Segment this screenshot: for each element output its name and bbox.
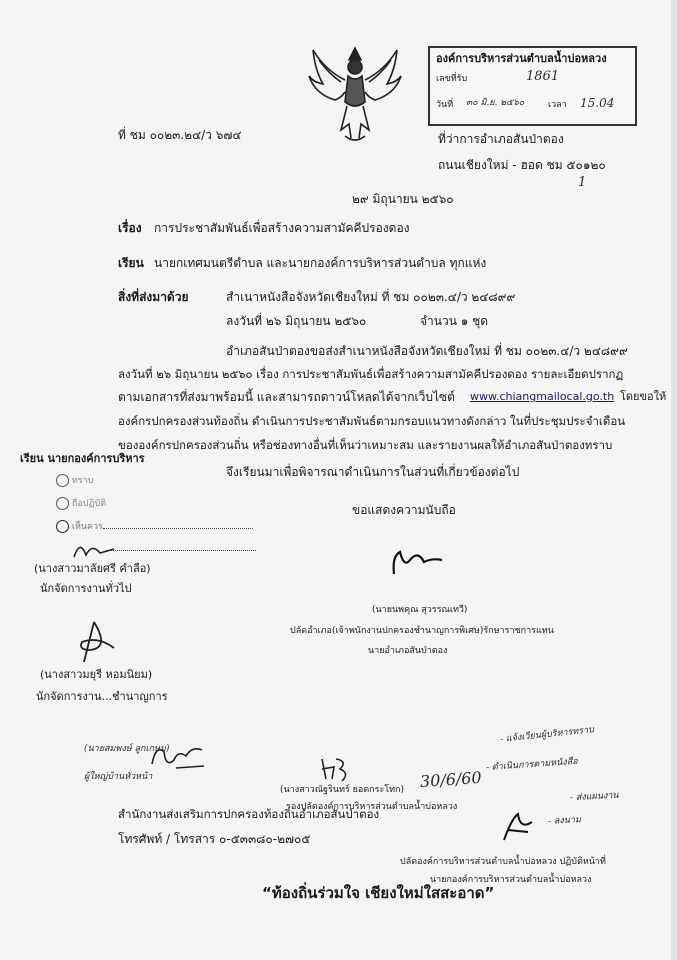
enclosure-qty: จำนวน ๑ ชุด <box>420 314 489 328</box>
para-line1: อำเภอสันป่าตองขอส่งสำเนาหนังสือจังหวัดเชียงใหม่ ที่ ชม ๐๐๒๓.๔/ว ๒๔๘๙๙ <box>226 344 628 358</box>
website-link[interactable]: www.chiangmailocal.go.th <box>470 390 615 403</box>
section-name: สำนักงานส่งเสริมการปกครองท้องถิ่นอำเภอสันป่าตอง <box>118 807 380 821</box>
garuda-emblem-icon <box>305 40 405 150</box>
memo-dots <box>106 544 256 555</box>
to-label: เรียน <box>118 256 144 270</box>
enclosure-line1: สำเนาหนังสือจังหวัดเชียงใหม่ ที่ ชม ๐๐๒๓.๔/ว ๒๔๘๙๙ <box>226 290 516 304</box>
memo-signature4 <box>318 755 352 783</box>
memo-pos1: นักจัดการงานทั่วไป <box>40 582 132 595</box>
memo-opt3 <box>56 520 253 533</box>
memo-to: เรียน นายกองค์การบริหาร <box>20 452 145 465</box>
signer-title1: ปลัดอำเภอ(เจ้าพนักงานปกครองชำนาญการพิเศษ)รักษาราชการแทน <box>290 626 554 636</box>
stamp-date-label: วันที่ <box>436 100 454 110</box>
handwritten-date: 30/6/60 <box>419 767 483 792</box>
signer-signature <box>388 540 448 580</box>
subject-label: เรื่อง <box>118 221 142 235</box>
paper-edge <box>671 0 677 960</box>
memo-name1: (นางสาวมาลัยศรี คำลือ) <box>34 562 151 575</box>
para-line5: ขององค์กรปกครองส่วนถิ่น หรือช่องทางอื่นที่เห็นว่าเหมาะสม และรายงานผลให้อำเภอสันป่าตองทราบ <box>118 438 613 452</box>
corner-mark: 1 <box>578 175 587 190</box>
memo-signature1 <box>70 535 120 563</box>
memo-pos2: นักจัดการงาน...ชำนาญการ <box>36 690 168 703</box>
para-line3b: โดยขอให้ <box>620 390 667 403</box>
subject-text: การประชาสัมพันธ์เพื่อสร้างความสามัคคีปรองดอง <box>154 221 410 235</box>
office-name: ที่ว่าการอำเภอสันป่าตอง <box>438 132 564 146</box>
deputy-title: ปลัดองค์การบริหารส่วนตำบลน้ำบ่อหลวง ปฏิบัติหน้าที่ <box>400 857 606 867</box>
stamp-receipt-label: เลขที่รับ <box>436 74 468 84</box>
handwritten-note3: - ส่งแผนงาน <box>569 790 619 804</box>
para-line6: จึงเรียนมาเพื่อพิจารณาดำเนินการในส่วนที่เกี่ยวข้องต่อไป <box>226 465 520 479</box>
para-line4: องค์กรปกครองส่วนท้องถิ่น ดำเนินการประชาสัมพันธ์ตามกรอบแนวทางดังกล่าว ในที่ประชุมประจำเดือน <box>118 414 626 428</box>
letter-date: ๒๙ มิถุนายน ๒๕๖๐ <box>352 192 454 206</box>
handwritten-note1: - แจ้งเวียนผู้บริหารทราบ <box>499 725 595 745</box>
stamp-time-value: 15.04 <box>580 96 615 110</box>
memo-opt2-label: ถือปฏิบัติ <box>71 499 107 509</box>
enclosure-line2: ลงวันที่ ๒๖ มิถุนายน ๒๕๖๐ <box>226 314 367 328</box>
memo-name2: (นางสาวมยุรี หอมนิยม) <box>40 668 153 681</box>
to-text: นายกเทศมนตรีตำบล และนายกองค์การบริหารส่วนตำบล ทุกแห่ง <box>154 256 487 270</box>
enclosure-label: สิ่งที่ส่งมาด้วย <box>118 290 189 304</box>
memo-opt3-label: เห็นควร <box>71 522 103 532</box>
slogan: “ท้องถิ่นร่วมใจ เชียงใหม่ใสสะอาด” <box>262 884 495 902</box>
memo-opt1-label: ทราบ <box>71 476 94 486</box>
signer-title2: นายอำเภอสันป่าตอง <box>368 646 448 656</box>
receipt-stamp <box>428 46 637 126</box>
mayor-signature <box>498 808 538 844</box>
handwritten-left2: ผู้ใหญ่บ้านหัวหน้า <box>84 772 153 782</box>
stamp-org: องค์การบริหารส่วนตำบลน้ำบ่อหลวง <box>436 52 607 65</box>
stamp-receipt-no: 1861 <box>526 69 560 84</box>
memo-signature2 <box>70 618 120 666</box>
section-phone: โทรศัพท์ / โทรสาร ๐-๕๓๓๘๐-๒๗๐๕ <box>118 832 311 846</box>
stamp-time-label: เวลา <box>548 100 567 110</box>
para-line2: ลงวันที่ ๒๖ มิถุนายน ๒๕๖๐ เรื่อง การประชาสัมพันธ์เพื่อสร้างความสามัคคีปรองดอง รายละเอียดปรากฏ <box>118 367 624 381</box>
para-line3a: ตามเอกสารที่ส่งมาพร้อมนี้ และสามารถดาวน์โหลดได้จากเว็บไซต์ <box>118 390 455 404</box>
ref-number: ที่ ชม ๐๐๒๓.๒๔/ว ๖๗๔ <box>118 128 242 142</box>
handwritten-note2: - ดำเนินการตามหนังสือ <box>485 756 578 774</box>
handwritten-left1: (นายสมพงษ์ ลูกเกษม) <box>84 744 170 754</box>
stamp-date-value: ๓๐ มิ.ย. ๒๕๖๐ <box>466 98 525 108</box>
memo-opt2 <box>56 497 106 510</box>
memo-pos3: รองปลัดองค์การบริหารส่วนตำบลน้ำบ่อหลวง <box>286 802 458 812</box>
handwritten-note4: - ลงนาม <box>547 815 582 827</box>
memo-name3: (นางสาวณัฐรินทร์ ยอดกระโทก) <box>280 785 405 795</box>
office-address: ถนนเชียงใหม่ - ฮอด ชม ๕๐๑๒๐ <box>438 158 606 172</box>
signer-name: (นายนพคุณ สุวรรณเทวี) <box>372 605 468 615</box>
closing-text: ขอแสดงความนับถือ <box>352 503 456 517</box>
mayor-title: นายกองค์การบริหารส่วนตำบลน้ำบ่อหลวง <box>430 875 592 885</box>
memo-opt1 <box>56 474 93 487</box>
